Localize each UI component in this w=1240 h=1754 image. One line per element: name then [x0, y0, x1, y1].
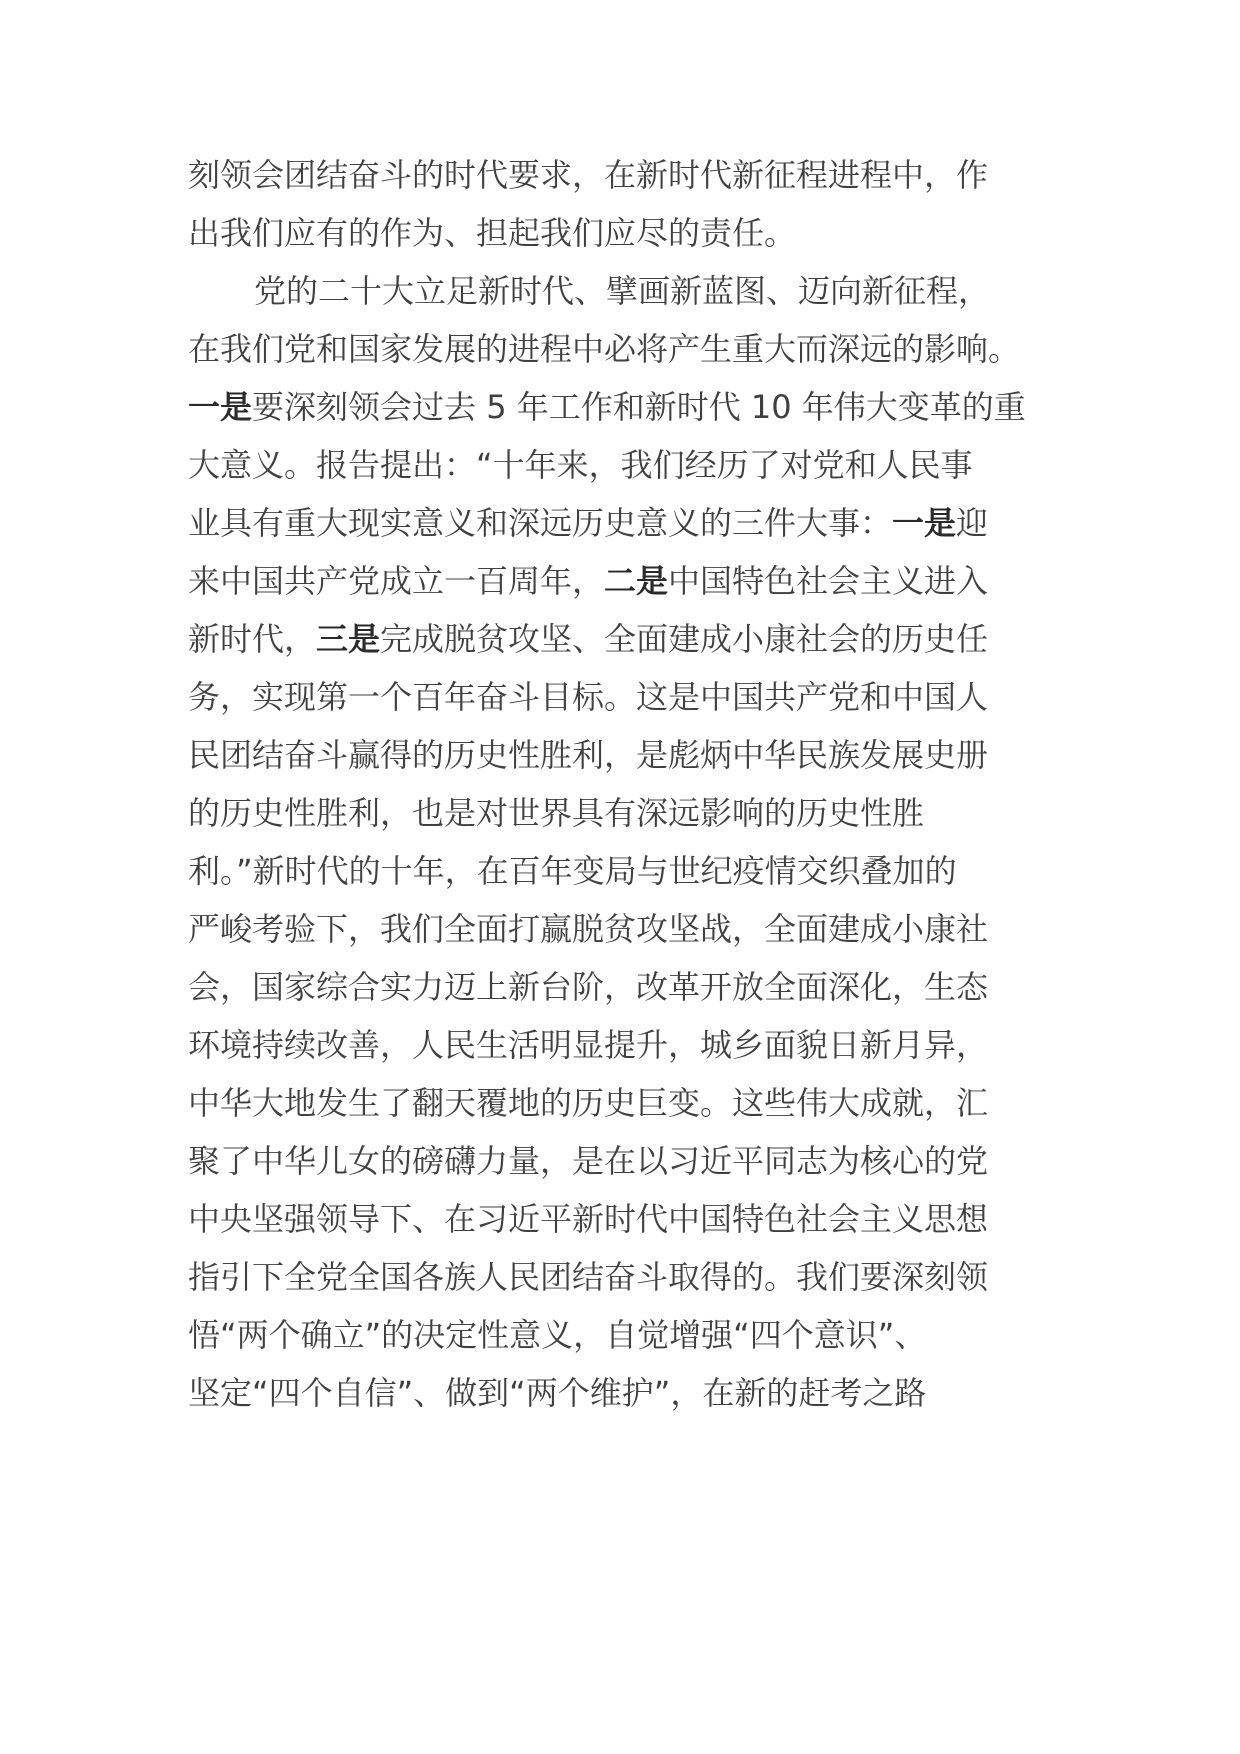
text-line: 一是要深刻领会过去 5 年工作和新时代 10 年伟大变革的重	[188, 388, 1026, 426]
text-line: 的历史性胜利，也是对世界具有深远影响的历史性胜	[188, 794, 925, 832]
text-line: 坚定“四个自信”、做到“两个维护”，在新的赶考之路	[188, 1374, 927, 1412]
text-line: 环境持续改善，人民生活明显提升，城乡面貌日新月异，	[188, 1026, 989, 1064]
bold-marker: 一是	[188, 388, 253, 426]
text-line: 刻领会团结奋斗的时代要求，在新时代新征程进程中，作	[188, 156, 989, 194]
paragraph-first-line: 党的二十大立足新时代、擘画新蓝图、迈向新征程，	[254, 272, 991, 310]
text-line: 新时代，三是完成脱贫攻坚、全面建成小康社会的历史任	[188, 620, 989, 658]
text-line: 会，国家综合实力迈上新台阶，改革开放全面深化，生态	[188, 968, 989, 1006]
text-line: 民团结奋斗赢得的历史性胜利，是彪炳中华民族发展史册	[188, 736, 989, 774]
bold-marker: 一是	[892, 504, 957, 542]
text-line: 利。”新时代的十年，在百年变局与世纪疫情交织叠加的	[188, 852, 957, 890]
text-line: 出我们应有的作为、担起我们应尽的责任。	[188, 214, 797, 252]
text-line: 务，实现第一个百年奋斗目标。这是中国共产党和中国人	[188, 678, 989, 716]
text-line: 业具有重大现实意义和深远历史意义的三件大事：一是迎	[188, 504, 989, 542]
text-line: 来中国共产党成立一百周年，二是中国特色社会主义进入	[188, 562, 989, 600]
text-line: 指引下全党全国各族人民团结奋斗取得的。我们要深刻领	[188, 1258, 989, 1296]
bold-marker: 二是	[604, 562, 669, 600]
text-line: 中央坚强领导下、在习近平新时代中国特色社会主义思想	[188, 1200, 989, 1238]
text-line: 大意义。报告提出：“十年来，我们经历了对党和人民事	[188, 446, 973, 484]
text-line: 悟“两个确立”的决定性意义，自觉增强“四个意识”、	[188, 1316, 927, 1354]
text-line: 严峻考验下，我们全面打赢脱贫攻坚战，全面建成小康社	[188, 910, 989, 948]
text-line: 在我们党和国家发展的进程中必将产生重大而深远的影响。	[188, 330, 1021, 368]
text-line: 中华大地发生了翻天覆地的历史巨变。这些伟大成就，汇	[188, 1084, 989, 1122]
bold-marker: 三是	[316, 620, 381, 658]
text-line: 聚了中华儿女的磅礴力量，是在以习近平同志为核心的党	[188, 1142, 989, 1180]
